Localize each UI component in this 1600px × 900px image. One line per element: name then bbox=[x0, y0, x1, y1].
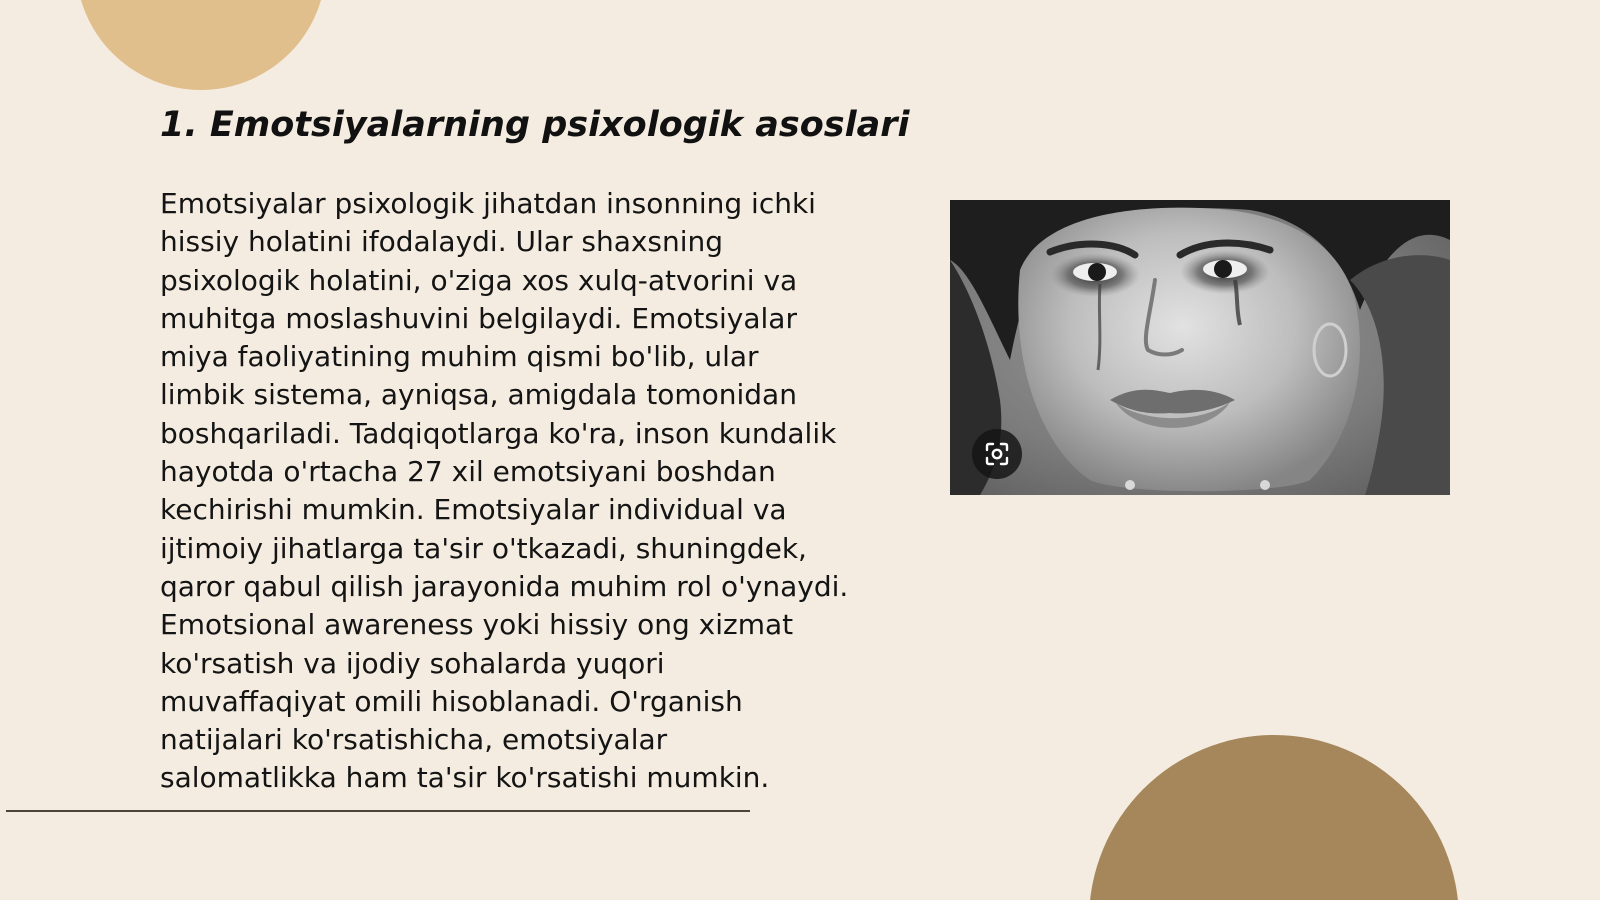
slide-body-text: Emotsiyalar psixologik jihatdan insonning ichki hissiy holatini ifodalaydi. Ular shaxsning psixologik holatini, o'ziga xos xulq-atvorini va muhitga moslashuvini belgilaydi. Emotsiyalar miya faoliyatining muhim qismi bo'lib, ular limbik sistema, ayniqsa, amigdala tomonidan boshqariladi. Tadqiqotlarga ko'ra, inson kundalik hayotda o'rtacha 27 xil emotsiyani boshdan kechirishi mumkin. Emotsiyalar individual va ijtimoiy jihatlarga ta'sir o'tkazadi, shuningdek, qaror qabul qilish jarayonida muhim rol o'ynaydi. Emotsional awareness yoki hissiy ong xizmat ko'rsatish va ijodiy sohalarda yuqori muvaffaqiyat omili hisoblanadi. O'rganish natijalari ko'rsatishicha, emotsiyalar salomatlikka ham ta'sir ko'rsatishi mumkin. bbox=[160, 187, 849, 795]
photo-illustration bbox=[950, 200, 1450, 495]
slide-title: 1. Emotsiyalarning psixologik asoslari bbox=[160, 105, 910, 145]
decorative-circle-bottom bbox=[1089, 735, 1459, 900]
horizontal-divider bbox=[6, 810, 750, 812]
crying-woman-photo bbox=[950, 200, 1450, 495]
lens-search-icon[interactable] bbox=[972, 429, 1022, 479]
decorative-circle-top bbox=[76, 0, 326, 90]
camera-scan-glyph bbox=[984, 441, 1010, 467]
